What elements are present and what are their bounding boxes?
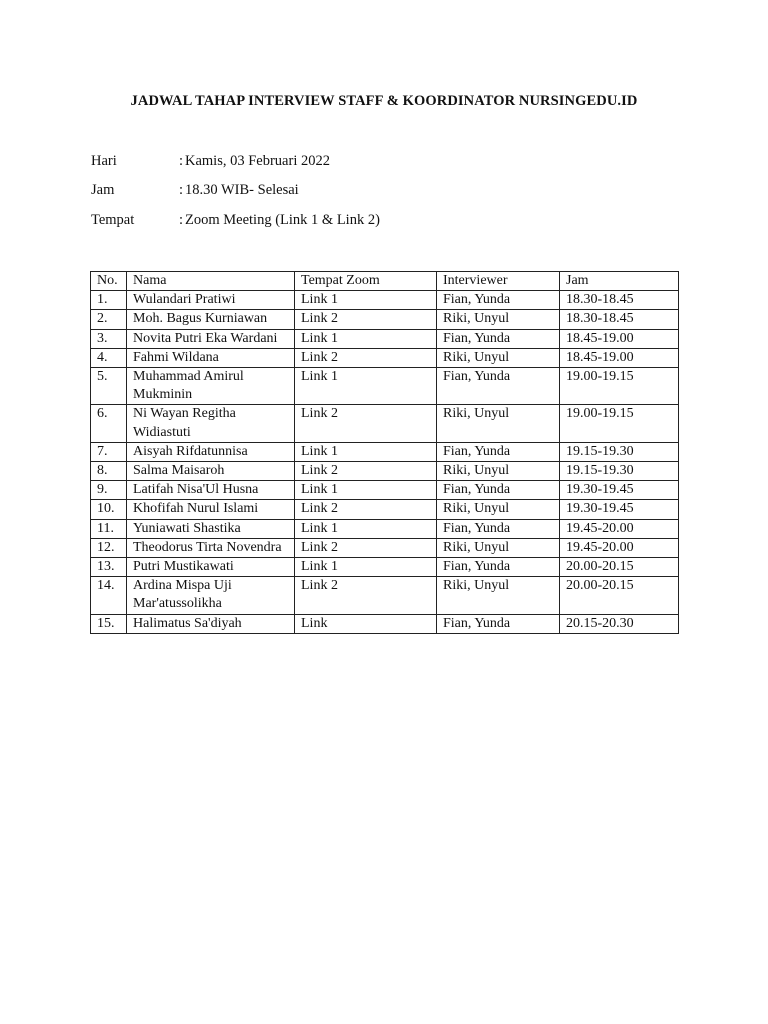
- cell-interviewer: Fian, Yunda: [437, 558, 560, 577]
- table-row: [91, 558, 679, 577]
- cell-tempat-zoom: Link 2: [295, 500, 437, 519]
- table-row: [91, 329, 679, 348]
- cell-no: 8.: [91, 462, 127, 481]
- cell-jam: 18.30-18.45: [560, 310, 679, 329]
- cell-jam: 20.15-20.30: [560, 614, 679, 633]
- table-row: [91, 291, 679, 310]
- cell-no: 12.: [91, 538, 127, 557]
- cell-tempat-zoom: Link 2: [295, 348, 437, 367]
- cell-nama: Ardina Mispa Uji Mar'atussolikha: [127, 577, 295, 614]
- table-row: [91, 462, 679, 481]
- table-row: [91, 577, 679, 614]
- cell-nama: Latifah Nisa'Ul Husna: [127, 481, 295, 500]
- header-interviewer: Interviewer: [437, 272, 560, 291]
- table-row: [91, 519, 679, 538]
- cell-nama: Ni Wayan Regitha Widiastuti: [127, 405, 295, 442]
- meta-separator: :: [179, 153, 184, 169]
- cell-nama: Salma Maisaroh: [127, 462, 295, 481]
- cell-jam: 19.30-19.45: [560, 500, 679, 519]
- cell-nama: Moh. Bagus Kurniawan: [127, 310, 295, 329]
- cell-interviewer: Riki, Unyul: [437, 310, 560, 329]
- cell-no: 5.: [91, 368, 127, 405]
- meta-row-jam: [91, 180, 299, 200]
- cell-jam: 20.00-20.15: [560, 558, 679, 577]
- cell-tempat-zoom: Link 1: [295, 481, 437, 500]
- table-row: [91, 442, 679, 461]
- cell-tempat-zoom: Link: [295, 614, 437, 633]
- cell-tempat-zoom: Link 1: [295, 558, 437, 577]
- cell-jam: 19.15-19.30: [560, 462, 679, 481]
- cell-interviewer: Riki, Unyul: [437, 348, 560, 367]
- cell-tempat-zoom: Link 1: [295, 442, 437, 461]
- cell-interviewer: Fian, Yunda: [437, 519, 560, 538]
- cell-tempat-zoom: Link 2: [295, 538, 437, 557]
- cell-tempat-zoom: Link 1: [295, 368, 437, 405]
- cell-interviewer: Fian, Yunda: [437, 329, 560, 348]
- cell-jam: 19.00-19.15: [560, 368, 679, 405]
- cell-jam: 19.15-19.30: [560, 442, 679, 461]
- cell-interviewer: Fian, Yunda: [437, 368, 560, 405]
- meta-row-hari: [91, 151, 330, 171]
- cell-interviewer: Fian, Yunda: [437, 291, 560, 310]
- meta-separator: :: [179, 212, 184, 228]
- cell-jam: 18.45-19.00: [560, 348, 679, 367]
- cell-nama: Muhammad Amirul Mukminin: [127, 368, 295, 405]
- header-jam: Jam: [560, 272, 679, 291]
- cell-no: 2.: [91, 310, 127, 329]
- cell-no: 15.: [91, 614, 127, 633]
- cell-nama: Novita Putri Eka Wardani: [127, 329, 295, 348]
- cell-no: 3.: [91, 329, 127, 348]
- cell-no: 7.: [91, 442, 127, 461]
- cell-jam: 19.45-20.00: [560, 519, 679, 538]
- header-tempat-zoom: Tempat Zoom: [295, 272, 437, 291]
- cell-nama: Halimatus Sa'diyah: [127, 614, 295, 633]
- cell-interviewer: Riki, Unyul: [437, 462, 560, 481]
- cell-tempat-zoom: Link 1: [295, 519, 437, 538]
- cell-nama: Wulandari Pratiwi: [127, 291, 295, 310]
- cell-nama: Fahmi Wildana: [127, 348, 295, 367]
- cell-no: 10.: [91, 500, 127, 519]
- table-row: [91, 348, 679, 367]
- meta-row-tempat: [91, 210, 380, 230]
- cell-nama: Putri Mustikawati: [127, 558, 295, 577]
- cell-no: 9.: [91, 481, 127, 500]
- table-row: [91, 614, 679, 633]
- cell-tempat-zoom: Link 2: [295, 310, 437, 329]
- meta-label: Hari: [91, 153, 117, 169]
- cell-jam: 18.45-19.00: [560, 329, 679, 348]
- page-title: JADWAL TAHAP INTERVIEW STAFF & KOORDINATOR NURSINGEDU.ID: [130, 93, 638, 109]
- table-row: [91, 310, 679, 329]
- table-row: [91, 481, 679, 500]
- header-nama: Nama: [127, 272, 295, 291]
- cell-nama: Theodorus Tirta Novendra: [127, 538, 295, 557]
- meta-value: 18.30 WIB- Selesai: [185, 182, 299, 198]
- table-header-row: [91, 272, 679, 291]
- cell-tempat-zoom: Link 1: [295, 329, 437, 348]
- cell-tempat-zoom: Link 2: [295, 577, 437, 614]
- cell-interviewer: Fian, Yunda: [437, 442, 560, 461]
- cell-nama: Aisyah Rifdatunnisa: [127, 442, 295, 461]
- cell-no: 11.: [91, 519, 127, 538]
- cell-no: 6.: [91, 405, 127, 442]
- meta-label: Tempat: [91, 212, 135, 228]
- cell-jam: 19.45-20.00: [560, 538, 679, 557]
- meta-separator: :: [179, 182, 184, 198]
- cell-no: 1.: [91, 291, 127, 310]
- cell-no: 14.: [91, 577, 127, 614]
- cell-jam: 19.30-19.45: [560, 481, 679, 500]
- meta-value: Kamis, 03 Februari 2022: [185, 153, 330, 169]
- cell-interviewer: Riki, Unyul: [437, 577, 560, 614]
- cell-interviewer: Fian, Yunda: [437, 481, 560, 500]
- cell-no: 4.: [91, 348, 127, 367]
- schedule-table: [90, 271, 679, 634]
- header-no: No.: [91, 272, 127, 291]
- meta-label: Jam: [91, 182, 115, 198]
- cell-jam: 18.30-18.45: [560, 291, 679, 310]
- meta-value: Zoom Meeting (Link 1 & Link 2): [185, 212, 380, 228]
- table-row: [91, 368, 679, 405]
- cell-tempat-zoom: Link 1: [295, 291, 437, 310]
- cell-no: 13.: [91, 558, 127, 577]
- table-row: [91, 500, 679, 519]
- cell-jam: 20.00-20.15: [560, 577, 679, 614]
- cell-tempat-zoom: Link 2: [295, 462, 437, 481]
- cell-interviewer: Fian, Yunda: [437, 614, 560, 633]
- cell-interviewer: Riki, Unyul: [437, 405, 560, 442]
- cell-interviewer: Riki, Unyul: [437, 500, 560, 519]
- table-row: [91, 405, 679, 442]
- table-row: [91, 538, 679, 557]
- cell-nama: Yuniawati Shastika: [127, 519, 295, 538]
- cell-interviewer: Riki, Unyul: [437, 538, 560, 557]
- cell-tempat-zoom: Link 2: [295, 405, 437, 442]
- cell-jam: 19.00-19.15: [560, 405, 679, 442]
- cell-nama: Khofifah Nurul Islami: [127, 500, 295, 519]
